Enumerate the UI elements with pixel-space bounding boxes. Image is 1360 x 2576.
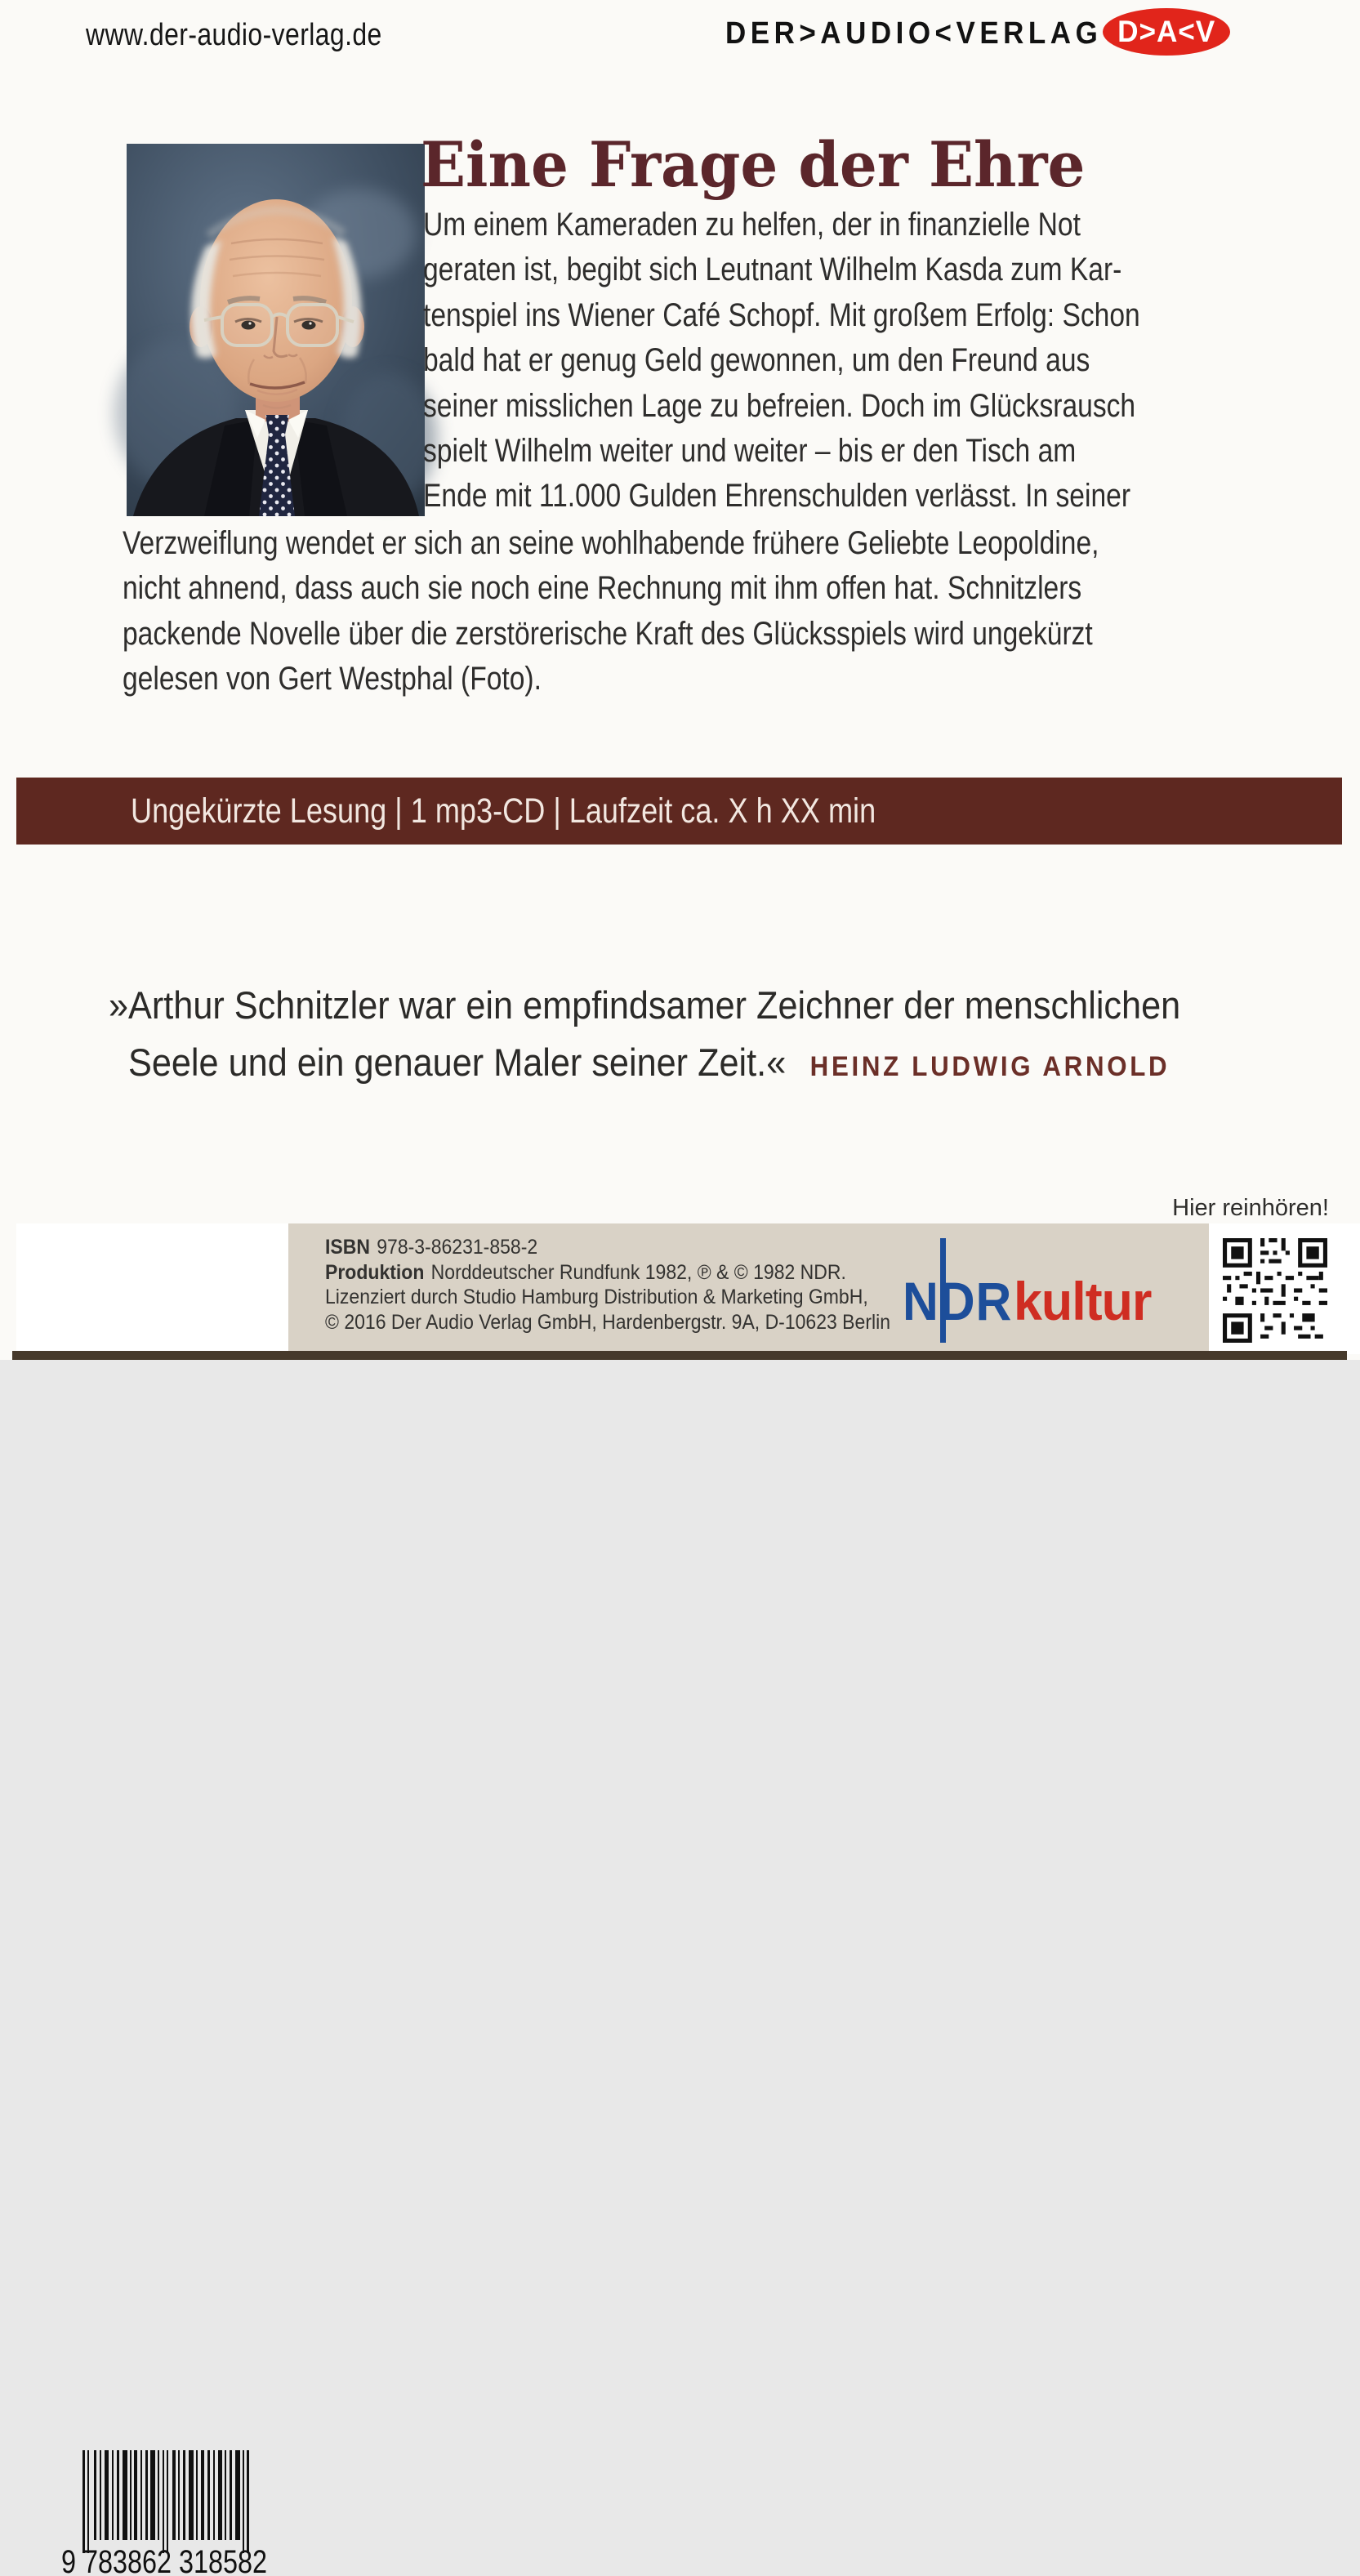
card-bottom-edge [12,1351,1347,1360]
dav-logo [1103,8,1230,56]
format-banner [16,778,1342,845]
copyright-line: © 2016 Der Audio Verlag GmbH, Hardenbergstr. 9A, D-10623 Berlin [325,1310,890,1334]
description-line: packende Novelle über die zerstörerische Kraft des Glücksspiels wird ungekürzt [123,615,1093,652]
barcode-digits: 9 783862 318582 [61,2544,267,2576]
description-line: seiner misslichen Lage zu befreien. Doch im Glücksrausch [423,387,1136,424]
audiobook-title: Eine Frage der Ehre [421,128,1086,201]
portrait-illustration [127,144,425,516]
description-line: Ende mit 11.000 Gulden Ehrenschulden verlässt. In seiner [423,478,1131,515]
isbn-label: ISBN [325,1236,370,1259]
description-line: gelesen von Gert Westphal (Foto). [123,661,542,697]
description-fullwidth [123,521,1285,702]
description-line: bald hat er genug Geld gewonnen, um den Freund aus [423,342,1090,379]
description-line: Verzweiflung wendet er sich an seine wohlhabende frühere Geliebte Leopoldine, [123,525,1099,561]
qr-code [1223,1238,1327,1343]
description-line: geraten ist, begibt sich Leutnant Wilhelm Kasda zum Kar- [423,252,1122,288]
produktion-value: Norddeutscher Rundfunk 1982, ℗ & © 1982 NDR. [430,1260,846,1284]
produktion-line [325,1260,846,1286]
ean-barcode [53,2449,282,2576]
description-line: tenspiel ins Wiener Café Schopf. Mit großem Erfolg: Schon [423,296,1140,333]
isbn-line [325,1235,537,1260]
format-banner-text: Ungekürzte Lesung | 1 mp3-CD | Laufzeit ca. X h XX min [131,791,876,831]
quote-text-wrap [128,1040,1170,1085]
description-column [423,203,1277,519]
dav-logo-text: D>A<V [1117,15,1216,48]
publisher-url-text: www.der-audio-verlag.de [86,18,382,52]
kultur-logo-text: kultur [1014,1271,1152,1331]
credits-block [325,1235,939,1335]
quote-text: Seele und ein genauer Maler seiner Zeit.« [128,1041,787,1084]
quote-line-2 [128,1040,1260,1085]
ndr-kultur-logo [903,1238,1197,1343]
license-line: Lizenziert durch Studio Hamburg Distribution & Marketing GmbH, [325,1286,868,1308]
quote-line-1 [109,983,1273,1027]
narrator-photo [127,144,425,516]
publisher-wordmark: DER>AUDIO<VERLAG [725,16,1103,51]
description-line: spielt Wilhelm weiter und weiter – bis er den Tisch am [423,432,1077,469]
description-line: Um einem Kameraden zu helfen, der in finanzielle Not [423,207,1081,243]
quote-text: »Arthur Schnitzler war ein empfindsamer Zeichner der menschlichen [109,983,1181,1027]
barcode-panel [16,1223,288,2576]
quote-attribution: HEINZ LUDWIG ARNOLD [809,1051,1170,1082]
produktion-label: Produktion [325,1260,425,1284]
isbn-value: 978-3-86231-858-2 [377,1236,538,1259]
qr-caption: Hier reinhören! [1172,1195,1329,1221]
description-line: nicht ahnend, dass auch sie noch eine Rechnung mit ihm offen hat. Schnitzlers [123,570,1082,607]
publisher-url [86,18,439,53]
ndr-logo-text: NDR [903,1271,1013,1331]
